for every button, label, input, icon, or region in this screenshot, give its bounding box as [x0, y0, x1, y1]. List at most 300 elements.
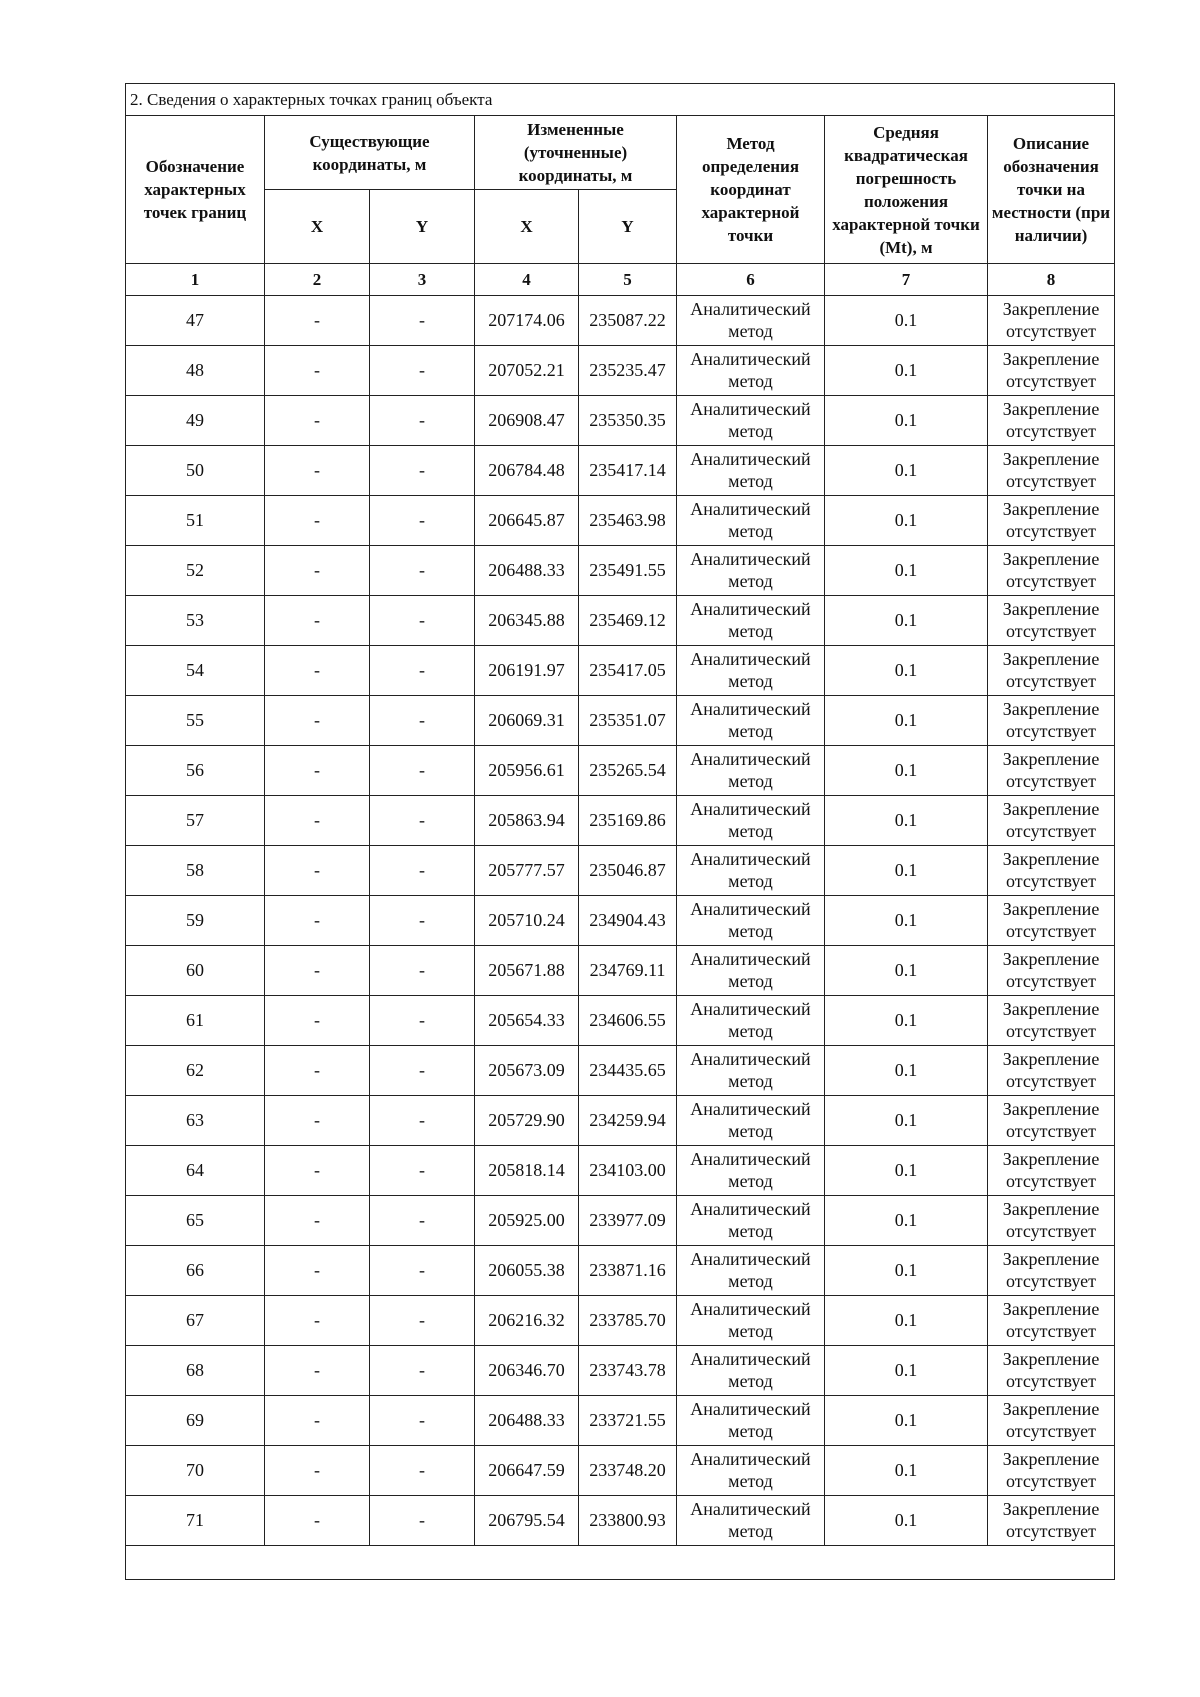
existing-x-cell: -	[265, 996, 370, 1046]
description-text: Закрепление	[1002, 1099, 1100, 1119]
mean-error-cell: 0.1	[825, 996, 988, 1046]
method-text: метод	[728, 621, 773, 641]
method-cell	[677, 1096, 825, 1146]
description-text: Закрепление	[1002, 449, 1100, 469]
description-text: Закрепление	[1002, 749, 1100, 769]
existing-x-cell: -	[265, 1096, 370, 1146]
existing-x-cell: -	[265, 846, 370, 896]
method-cell	[677, 896, 825, 946]
header-changed-x: X	[475, 190, 579, 264]
method-text: Аналитический	[690, 999, 811, 1019]
mean-error-cell: 0.1	[825, 896, 988, 946]
changed-y-cell: 233721.55	[579, 1396, 677, 1446]
description-text: Закрепление	[1002, 999, 1100, 1019]
table-row	[126, 1346, 1115, 1396]
table-row	[126, 1046, 1115, 1096]
existing-x-cell: -	[265, 496, 370, 546]
changed-x-cell: 206795.54	[475, 1496, 579, 1546]
header-mean-error: Средняя квадратическая погрешность положения характерной точки (Mt), м	[825, 116, 988, 264]
changed-x-cell: 207174.06	[475, 296, 579, 346]
changed-y-cell: 234606.55	[579, 996, 677, 1046]
method-text: Аналитический	[690, 849, 811, 869]
description-text: Закрепление	[1002, 399, 1100, 419]
changed-x-cell: 205818.14	[475, 1146, 579, 1196]
point-id-cell: 68	[126, 1346, 265, 1396]
description-text: отсутствует	[1005, 321, 1097, 341]
method-text: метод	[728, 521, 773, 541]
mean-error-cell: 0.1	[825, 696, 988, 746]
description-cell	[988, 1246, 1115, 1296]
description-cell	[988, 296, 1115, 346]
point-id-cell: 60	[126, 946, 265, 996]
method-text: Аналитический	[690, 1249, 811, 1269]
description-text: отсутствует	[1005, 471, 1097, 491]
changed-y-cell: 234103.00	[579, 1146, 677, 1196]
description-cell	[988, 596, 1115, 646]
existing-x-cell: -	[265, 1446, 370, 1496]
description-text: Закрепление	[1002, 549, 1100, 569]
existing-x-cell: -	[265, 396, 370, 446]
description-cell	[988, 1396, 1115, 1446]
method-cell	[677, 396, 825, 446]
existing-x-cell: -	[265, 1196, 370, 1246]
existing-y-cell: -	[370, 1246, 475, 1296]
description-text: отсутствует	[1005, 1521, 1097, 1541]
table-row	[126, 1446, 1115, 1496]
changed-y-cell: 235169.86	[579, 796, 677, 846]
method-text: Аналитический	[690, 899, 811, 919]
method-cell	[677, 846, 825, 896]
description-cell	[988, 1346, 1115, 1396]
method-cell	[677, 696, 825, 746]
method-cell	[677, 1296, 825, 1346]
method-text: метод	[728, 421, 773, 441]
changed-y-cell: 233785.70	[579, 1296, 677, 1346]
description-text: отсутствует	[1005, 821, 1097, 841]
mean-error-cell: 0.1	[825, 546, 988, 596]
changed-x-cell: 206488.33	[475, 546, 579, 596]
changed-y-cell: 235350.35	[579, 396, 677, 446]
description-text: отсутствует	[1005, 371, 1097, 391]
point-id-cell: 71	[126, 1496, 265, 1546]
table-row	[126, 796, 1115, 846]
mean-error-cell: 0.1	[825, 396, 988, 446]
column-number: 7	[825, 264, 988, 296]
table-body	[126, 296, 1115, 1546]
method-text: Аналитический	[690, 599, 811, 619]
mean-error-cell: 0.1	[825, 846, 988, 896]
mean-error-cell: 0.1	[825, 296, 988, 346]
header-existing-y: Y	[370, 190, 475, 264]
description-text: Закрепление	[1002, 499, 1100, 519]
point-id-cell: 56	[126, 746, 265, 796]
mean-error-cell: 0.1	[825, 646, 988, 696]
description-text: отсутствует	[1005, 921, 1097, 941]
method-text: Аналитический	[690, 499, 811, 519]
existing-x-cell: -	[265, 546, 370, 596]
table-row	[126, 1096, 1115, 1146]
description-cell	[988, 946, 1115, 996]
description-text: Закрепление	[1002, 1399, 1100, 1419]
description-cell	[988, 896, 1115, 946]
description-cell	[988, 396, 1115, 446]
method-cell	[677, 446, 825, 496]
changed-x-cell: 206784.48	[475, 446, 579, 496]
changed-y-cell: 234259.94	[579, 1096, 677, 1146]
method-text: Аналитический	[690, 1149, 811, 1169]
description-text: отсутствует	[1005, 521, 1097, 541]
point-id-cell: 59	[126, 896, 265, 946]
existing-x-cell: -	[265, 1496, 370, 1546]
existing-y-cell: -	[370, 546, 475, 596]
existing-x-cell: -	[265, 1146, 370, 1196]
method-text: Аналитический	[690, 349, 811, 369]
description-cell	[988, 696, 1115, 746]
existing-y-cell: -	[370, 1196, 475, 1246]
table-row	[126, 896, 1115, 946]
existing-y-cell: -	[370, 1346, 475, 1396]
description-cell	[988, 1296, 1115, 1346]
mean-error-cell: 0.1	[825, 1296, 988, 1346]
header-changed-y: Y	[579, 190, 677, 264]
changed-x-cell: 206645.87	[475, 496, 579, 546]
table-row	[126, 996, 1115, 1046]
point-id-cell: 58	[126, 846, 265, 896]
table-row	[126, 1496, 1115, 1546]
description-text: Закрепление	[1002, 599, 1100, 619]
method-text: Аналитический	[690, 799, 811, 819]
description-text: Закрепление	[1002, 349, 1100, 369]
table-row	[126, 746, 1115, 796]
existing-y-cell: -	[370, 296, 475, 346]
description-cell	[988, 746, 1115, 796]
point-id-cell: 65	[126, 1196, 265, 1246]
table-row	[126, 1296, 1115, 1346]
description-cell	[988, 646, 1115, 696]
existing-y-cell: -	[370, 846, 475, 896]
mean-error-cell: 0.1	[825, 1096, 988, 1146]
changed-y-cell: 233743.78	[579, 1346, 677, 1396]
point-id-cell: 54	[126, 646, 265, 696]
existing-y-cell: -	[370, 996, 475, 1046]
column-number: 4	[475, 264, 579, 296]
existing-y-cell: -	[370, 1046, 475, 1096]
method-text: метод	[728, 721, 773, 741]
description-cell	[988, 1096, 1115, 1146]
method-text: Аналитический	[690, 1099, 811, 1119]
existing-x-cell: -	[265, 896, 370, 946]
changed-y-cell: 235491.55	[579, 546, 677, 596]
method-text: метод	[728, 1371, 773, 1391]
method-cell	[677, 796, 825, 846]
description-text: Закрепление	[1002, 799, 1100, 819]
description-cell	[988, 1046, 1115, 1096]
column-number: 6	[677, 264, 825, 296]
description-cell	[988, 1196, 1115, 1246]
existing-y-cell: -	[370, 1096, 475, 1146]
point-id-cell: 63	[126, 1096, 265, 1146]
point-id-cell: 52	[126, 546, 265, 596]
changed-x-cell: 206488.33	[475, 1396, 579, 1446]
description-cell	[988, 1146, 1115, 1196]
method-text: метод	[728, 321, 773, 341]
method-cell	[677, 296, 825, 346]
method-cell	[677, 1146, 825, 1196]
point-id-cell: 48	[126, 346, 265, 396]
column-number: 8	[988, 264, 1115, 296]
changed-y-cell: 235265.54	[579, 746, 677, 796]
changed-y-cell: 235351.07	[579, 696, 677, 746]
description-text: отсутствует	[1005, 621, 1097, 641]
existing-y-cell: -	[370, 1396, 475, 1446]
description-text: отсутствует	[1005, 1071, 1097, 1091]
existing-y-cell: -	[370, 1496, 475, 1546]
point-id-cell: 66	[126, 1246, 265, 1296]
mean-error-cell: 0.1	[825, 796, 988, 846]
description-text: Закрепление	[1002, 899, 1100, 919]
existing-x-cell: -	[265, 1296, 370, 1346]
method-text: Аналитический	[690, 449, 811, 469]
mean-error-cell: 0.1	[825, 1446, 988, 1496]
point-id-cell: 51	[126, 496, 265, 546]
description-cell	[988, 846, 1115, 896]
method-text: Аналитический	[690, 949, 811, 969]
description-text: отсутствует	[1005, 1321, 1097, 1341]
description-text: отсутствует	[1005, 1271, 1097, 1291]
point-id-cell: 57	[126, 796, 265, 846]
mean-error-cell: 0.1	[825, 946, 988, 996]
table-row	[126, 346, 1115, 396]
description-cell	[988, 1446, 1115, 1496]
changed-y-cell: 235417.14	[579, 446, 677, 496]
existing-x-cell: -	[265, 1046, 370, 1096]
header-description: Описание обозначения точки на местности (при наличии)	[988, 116, 1115, 264]
changed-y-cell: 235087.22	[579, 296, 677, 346]
description-cell	[988, 796, 1115, 846]
existing-x-cell: -	[265, 1396, 370, 1446]
column-number: 1	[126, 264, 265, 296]
method-cell	[677, 1196, 825, 1246]
column-number: 5	[579, 264, 677, 296]
changed-x-cell: 205729.90	[475, 1096, 579, 1146]
changed-x-cell: 206345.88	[475, 596, 579, 646]
method-cell	[677, 646, 825, 696]
changed-x-cell: 205671.88	[475, 946, 579, 996]
point-id-cell: 61	[126, 996, 265, 1046]
mean-error-cell: 0.1	[825, 1396, 988, 1446]
method-cell	[677, 596, 825, 646]
table-row	[126, 1146, 1115, 1196]
method-text: Аналитический	[690, 1299, 811, 1319]
changed-y-cell: 235235.47	[579, 346, 677, 396]
method-cell	[677, 996, 825, 1046]
mean-error-cell: 0.1	[825, 496, 988, 546]
method-text: Аналитический	[690, 1049, 811, 1069]
point-id-cell: 53	[126, 596, 265, 646]
existing-x-cell: -	[265, 1246, 370, 1296]
description-cell	[988, 446, 1115, 496]
changed-x-cell: 206908.47	[475, 396, 579, 446]
method-text: метод	[728, 1321, 773, 1341]
method-text: метод	[728, 1171, 773, 1191]
existing-y-cell: -	[370, 1446, 475, 1496]
changed-x-cell: 206647.59	[475, 1446, 579, 1496]
description-text: Закрепление	[1002, 1299, 1100, 1319]
point-id-cell: 62	[126, 1046, 265, 1096]
method-cell	[677, 496, 825, 546]
column-number: 3	[370, 264, 475, 296]
description-cell	[988, 996, 1115, 1046]
method-text: метод	[728, 1471, 773, 1491]
description-text: отсутствует	[1005, 1021, 1097, 1041]
existing-x-cell: -	[265, 796, 370, 846]
changed-y-cell: 233871.16	[579, 1246, 677, 1296]
column-number: 2	[265, 264, 370, 296]
method-text: Аналитический	[690, 649, 811, 669]
method-text: метод	[728, 1121, 773, 1141]
method-text: метод	[728, 1021, 773, 1041]
method-text: Аналитический	[690, 1399, 811, 1419]
method-text: метод	[728, 1221, 773, 1241]
table-row	[126, 1396, 1115, 1446]
method-text: Аналитический	[690, 399, 811, 419]
header-method: Метод определения координат характерной точки	[677, 116, 825, 264]
changed-y-cell: 234904.43	[579, 896, 677, 946]
description-text: Закрепление	[1002, 1049, 1100, 1069]
header-existing-x: X	[265, 190, 370, 264]
method-text: Аналитический	[690, 699, 811, 719]
method-text: метод	[728, 1071, 773, 1091]
description-text: отсутствует	[1005, 971, 1097, 991]
existing-y-cell: -	[370, 396, 475, 446]
description-text: отсутствует	[1005, 1221, 1097, 1241]
existing-y-cell: -	[370, 346, 475, 396]
table-row	[126, 596, 1115, 646]
point-id-cell: 70	[126, 1446, 265, 1496]
changed-x-cell: 205863.94	[475, 796, 579, 846]
changed-y-cell: 234769.11	[579, 946, 677, 996]
description-text: Закрепление	[1002, 699, 1100, 719]
existing-y-cell: -	[370, 1146, 475, 1196]
existing-y-cell: -	[370, 896, 475, 946]
changed-y-cell: 234435.65	[579, 1046, 677, 1096]
changed-x-cell: 206216.32	[475, 1296, 579, 1346]
method-cell	[677, 746, 825, 796]
mean-error-cell: 0.1	[825, 1496, 988, 1546]
method-text: метод	[728, 921, 773, 941]
method-cell	[677, 1396, 825, 1446]
table-row	[126, 696, 1115, 746]
existing-x-cell: -	[265, 596, 370, 646]
method-text: Аналитический	[690, 1499, 811, 1519]
description-text: Закрепление	[1002, 949, 1100, 969]
changed-x-cell: 206346.70	[475, 1346, 579, 1396]
description-text: отсутствует	[1005, 571, 1097, 591]
description-text: Закрепление	[1002, 1449, 1100, 1469]
description-text: Закрепление	[1002, 849, 1100, 869]
method-cell	[677, 1496, 825, 1546]
header-changed-coordinates: Измененные (уточненные) координаты, м	[475, 116, 677, 190]
table-row	[126, 396, 1115, 446]
mean-error-cell: 0.1	[825, 346, 988, 396]
changed-x-cell: 205777.57	[475, 846, 579, 896]
existing-x-cell: -	[265, 696, 370, 746]
description-text: Закрепление	[1002, 1249, 1100, 1269]
existing-y-cell: -	[370, 446, 475, 496]
changed-y-cell: 235463.98	[579, 496, 677, 546]
changed-y-cell: 233748.20	[579, 1446, 677, 1496]
document-sheet	[125, 83, 1114, 1580]
changed-y-cell: 233977.09	[579, 1196, 677, 1246]
changed-x-cell: 205925.00	[475, 1196, 579, 1246]
description-text: отсутствует	[1005, 1471, 1097, 1491]
mean-error-cell: 0.1	[825, 1146, 988, 1196]
description-cell	[988, 346, 1115, 396]
description-cell	[988, 546, 1115, 596]
existing-x-cell: -	[265, 446, 370, 496]
point-id-cell: 69	[126, 1396, 265, 1446]
changed-x-cell: 205956.61	[475, 746, 579, 796]
description-text: отсутствует	[1005, 721, 1097, 741]
table-blank-footer-row	[126, 1546, 1115, 1580]
method-cell	[677, 1246, 825, 1296]
existing-x-cell: -	[265, 746, 370, 796]
mean-error-cell: 0.1	[825, 1346, 988, 1396]
method-cell	[677, 1446, 825, 1496]
changed-x-cell: 205710.24	[475, 896, 579, 946]
method-text: Аналитический	[690, 299, 811, 319]
changed-x-cell: 206069.31	[475, 696, 579, 746]
changed-y-cell: 235469.12	[579, 596, 677, 646]
existing-x-cell: -	[265, 946, 370, 996]
point-id-cell: 55	[126, 696, 265, 746]
method-text: Аналитический	[690, 549, 811, 569]
description-text: Закрепление	[1002, 299, 1100, 319]
changed-x-cell: 207052.21	[475, 346, 579, 396]
point-id-cell: 67	[126, 1296, 265, 1346]
description-text: Закрепление	[1002, 1499, 1100, 1519]
boundary-points-table	[125, 83, 1115, 1580]
existing-x-cell: -	[265, 1346, 370, 1396]
existing-y-cell: -	[370, 746, 475, 796]
existing-x-cell: -	[265, 296, 370, 346]
method-cell	[677, 946, 825, 996]
description-cell	[988, 496, 1115, 546]
mean-error-cell: 0.1	[825, 446, 988, 496]
header-existing-coordinates: Существующие координаты, м	[265, 116, 475, 190]
table-row	[126, 546, 1115, 596]
point-id-cell: 64	[126, 1146, 265, 1196]
method-text: метод	[728, 771, 773, 791]
table-row	[126, 496, 1115, 546]
table-row	[126, 1246, 1115, 1296]
existing-x-cell: -	[265, 346, 370, 396]
description-text: отсутствует	[1005, 1421, 1097, 1441]
changed-y-cell: 235417.05	[579, 646, 677, 696]
method-text: Аналитический	[690, 1199, 811, 1219]
mean-error-cell: 0.1	[825, 1246, 988, 1296]
existing-y-cell: -	[370, 696, 475, 746]
description-text: отсутствует	[1005, 1371, 1097, 1391]
method-text: метод	[728, 871, 773, 891]
existing-y-cell: -	[370, 796, 475, 846]
point-id-cell: 49	[126, 396, 265, 446]
method-text: метод	[728, 821, 773, 841]
table-row	[126, 296, 1115, 346]
section-title: 2. Сведения о характерных точках границ объекта	[126, 84, 1115, 116]
description-text: отсутствует	[1005, 1171, 1097, 1191]
mean-error-cell: 0.1	[825, 596, 988, 646]
